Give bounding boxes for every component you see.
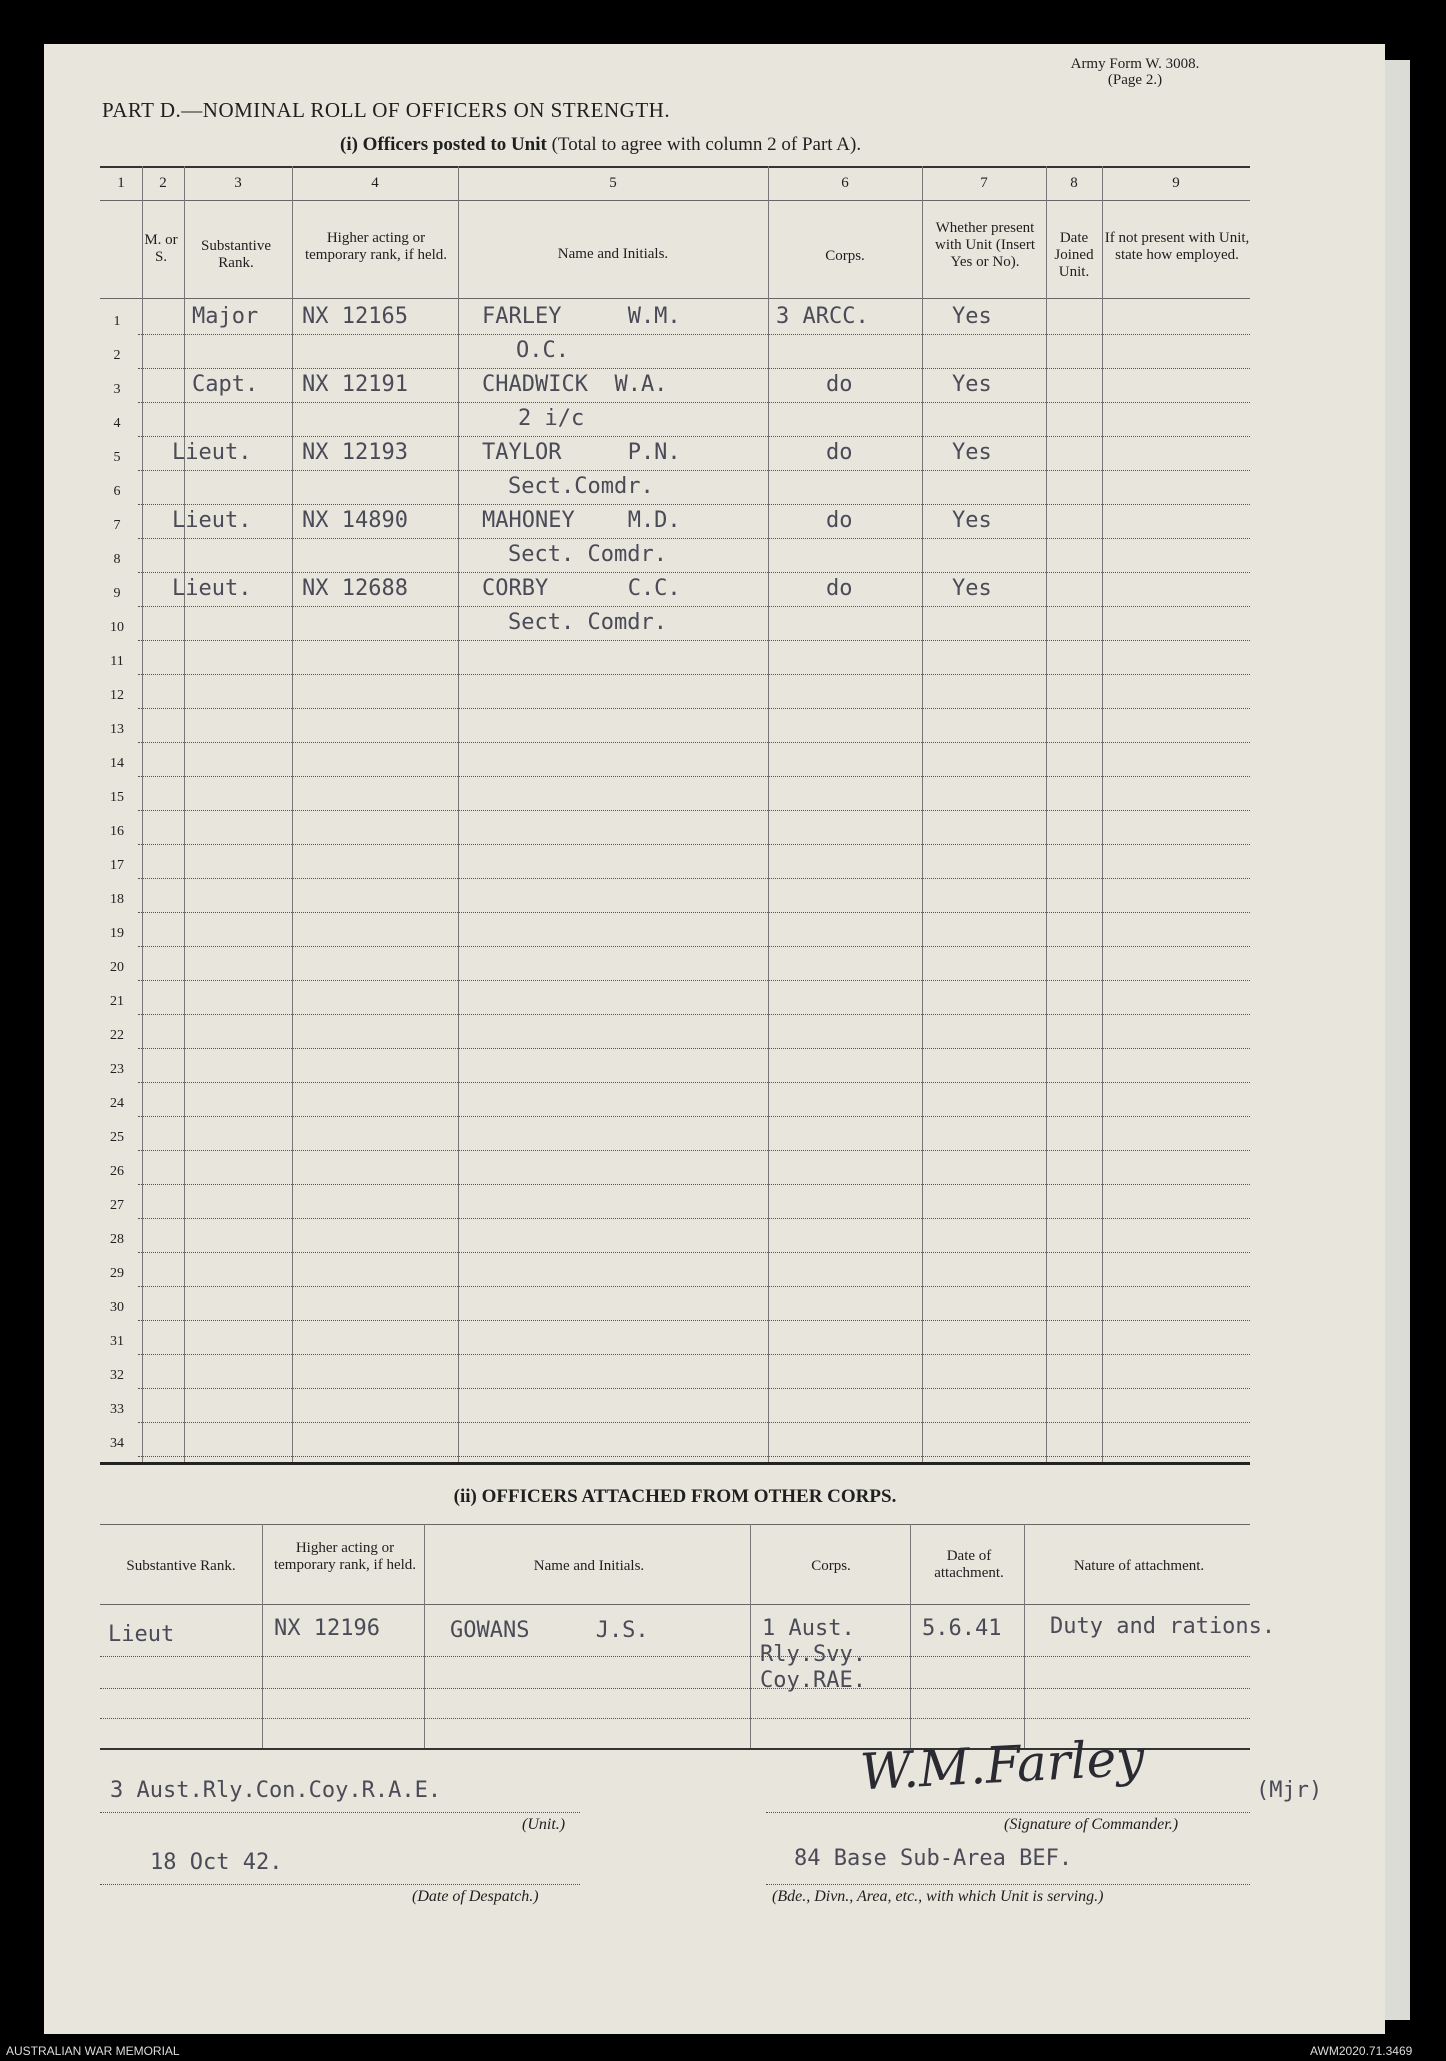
corps-cell: do [826,508,853,533]
signature-label: (Signature of Commander.) [1004,1816,1179,1833]
bottom-rule [100,1462,1250,1465]
t2-higher-rank: NX 12196 [274,1616,380,1641]
row-number: 14 [110,756,124,771]
column-divider [142,166,143,1462]
row-rule [138,334,1250,335]
row-number: 27 [110,1198,124,1213]
row-rule [138,776,1250,777]
top-rule [100,1524,1250,1525]
row-rule [100,1688,1250,1689]
row-rule [138,1422,1250,1423]
name-note-cell: 2 i/c [518,406,585,431]
column-divider [1046,166,1047,1462]
rank-cell: Major [192,304,259,329]
rank-cell: Lieut. [172,508,252,533]
row-rule [138,1048,1250,1049]
column-divider [910,1524,911,1748]
row-number: 29 [110,1266,124,1281]
header-ms: M. or S. [144,232,178,265]
present-cell: Yes [952,508,992,533]
row-rule [138,674,1250,675]
row-number: 8 [113,552,121,567]
header-substantive-rank: Substantive Rank. [201,238,271,271]
row-rule [138,946,1250,947]
rank-cell: Capt. [192,372,259,397]
row-number: 28 [110,1232,124,1247]
row-number: 23 [110,1062,124,1077]
row-rule [138,1252,1250,1253]
row-rule [138,504,1250,505]
unit-value: 3 Aust.Rly.Con.Coy.R.A.E. [110,1778,442,1803]
column-number: 9 [1172,175,1180,191]
row-rule [138,1354,1250,1355]
corps-cell: do [826,576,853,601]
t2-header-substantive: Substantive Rank. [126,1558,236,1574]
header-name: Name and Initials. [557,246,669,262]
higher-rank-cell: NX 14890 [302,508,408,533]
column-divider [184,166,185,1462]
row-number: 3 [113,382,121,397]
commander-rank: (Mjr) [1256,1778,1323,1803]
row-number: 10 [110,620,124,635]
row-number: 19 [110,926,124,941]
row-rule [138,606,1250,607]
name-cell: CHADWICK W.A. [482,372,668,397]
formation-value: 84 Base Sub-Area BEF. [794,1846,1073,1871]
row-rule [138,436,1250,437]
formation-label: (Bde., Divn., Area, etc., with which Unit is serving.) [772,1888,1104,1905]
row-rule [138,572,1250,573]
column-divider [922,166,923,1462]
t2-corps-line-1: 1 Aust. [762,1616,855,1641]
t2-corps-line-2: Rly.Svy. [760,1642,866,1667]
row-number: 2 [113,348,121,363]
unit-label: (Unit.) [522,1816,566,1833]
row-number: 16 [110,824,124,839]
column-divider [768,166,769,1462]
row-number: 6 [113,484,121,499]
row-number: 5 [113,450,121,465]
row-rule [138,1082,1250,1083]
row-rule [138,470,1250,471]
name-note-cell: Sect. Comdr. [508,542,667,567]
row-rule [138,708,1250,709]
name-note-cell: O.C. [516,338,569,363]
row-rule [138,742,1250,743]
row-rule [138,1150,1250,1151]
header-corps: Corps. [825,248,865,264]
col-number-rule [100,200,1250,201]
row-number: 18 [110,892,124,907]
rank-cell: Lieut. [172,440,252,465]
despatch-date-value: 18 Oct 42. [150,1850,283,1875]
row-rule [100,1718,1250,1719]
row-number: 13 [110,722,124,737]
present-cell: Yes [952,372,992,397]
column-number: 6 [841,175,849,191]
row-rule [138,1456,1250,1457]
column-number: 3 [234,175,242,191]
section-i-title [340,134,861,156]
row-rule [138,844,1250,845]
rank-cell: Lieut. [172,576,252,601]
row-rule [138,402,1250,403]
column-divider [458,166,459,1462]
column-divider [292,166,293,1462]
row-number: 1 [113,314,121,329]
row-number: 25 [110,1130,124,1145]
column-number: 8 [1070,175,1078,191]
name-cell: CORBY C.C. [482,576,681,601]
header-date-joined: Date Joined Unit. [1054,230,1094,280]
t2-header-higher: Higher acting or temporary rank, if held. [273,1540,417,1573]
row-number: 24 [110,1096,124,1111]
row-rule [138,878,1250,879]
column-divider [424,1524,425,1748]
header-higher-rank: Higher acting or temporary rank, if held. [304,230,448,263]
section-ii-title: (ii) OFFICERS ATTACHED FROM OTHER CORPS. [453,1486,897,1507]
part-title: PART D.—NOMINAL ROLL OF OFFICERS ON STRENGTH. [102,98,671,122]
present-cell: Yes [952,576,992,601]
section-i-rest: (Total to agree with column 2 of Part A). [551,134,862,155]
row-number: 32 [110,1368,124,1383]
t2-header-date: Date of attachment. [934,1548,1004,1581]
row-rule [138,1014,1250,1015]
row-number: 30 [110,1300,124,1315]
header-rule [100,298,1250,299]
row-rule [138,1218,1250,1219]
header-present: Whether present with Unit (Insert Yes or No). [935,220,1035,270]
higher-rank-cell: NX 12193 [302,440,408,465]
row-number: 12 [110,688,124,703]
higher-rank-cell: NX 12165 [302,304,408,329]
row-number: 20 [110,960,124,975]
t2-name: GOWANS J.S. [450,1618,649,1643]
column-divider [750,1524,751,1748]
commander-signature: W.M.Farley [858,1728,1146,1802]
row-rule [138,538,1250,539]
row-rule [138,1184,1250,1185]
top-rule [100,166,1250,168]
row-number: 11 [110,654,124,669]
page-label: (Page 2.) [1107,72,1163,88]
column-number: 2 [159,175,167,191]
row-number: 17 [110,858,124,873]
name-note-cell: Sect.Comdr. [508,474,654,499]
name-cell: TAYLOR P.N. [482,440,681,465]
row-number: 22 [110,1028,124,1043]
row-number: 34 [110,1436,124,1451]
row-rule [100,1656,1250,1657]
row-rule [138,1320,1250,1321]
form-page [44,44,1385,2034]
row-rule [138,810,1250,811]
column-divider [262,1524,263,1748]
column-number: 5 [609,175,617,191]
row-rule [138,980,1250,981]
column-number: 4 [371,175,379,191]
footer-right: AWM2020.71.3469 [1310,2044,1413,2058]
name-cell: FARLEY W.M. [482,304,681,329]
row-rule [138,640,1250,641]
row-number: 21 [110,994,124,1009]
column-number: 7 [980,175,988,191]
name-cell: MAHONEY M.D. [482,508,681,533]
row-number: 26 [110,1164,124,1179]
header-rule [100,1604,1250,1605]
t2-date: 5.6.41 [922,1616,1002,1641]
row-number: 31 [110,1334,124,1349]
t2-rank: Lieut [108,1622,175,1647]
row-rule [138,1388,1250,1389]
corps-cell: do [826,440,853,465]
row-number: 9 [113,586,121,601]
row-number: 7 [113,518,121,533]
t2-header-corps: Corps. [811,1558,851,1574]
row-rule [138,912,1250,913]
row-rule [138,368,1250,369]
row-number: 15 [110,790,124,805]
header-not-present: If not present with Unit, state how employed. [1104,230,1250,263]
higher-rank-cell: NX 12191 [302,372,408,397]
higher-rank-cell: NX 12688 [302,576,408,601]
present-cell: Yes [952,440,992,465]
row-rule [138,1286,1250,1287]
form-number: Army Form W. 3008. [1070,56,1200,72]
column-number: 1 [117,175,125,191]
despatch-date-label: (Date of Despatch.) [412,1888,539,1905]
column-divider [1102,166,1103,1462]
t2-header-nature: Nature of attachment. [1073,1558,1205,1574]
name-note-cell: Sect. Comdr. [508,610,667,635]
t2-nature: Duty and rations. [1050,1614,1276,1639]
corps-cell: do [826,372,853,397]
column-divider [1024,1524,1025,1748]
footer-left: AUSTRALIAN WAR MEMORIAL [6,2044,180,2058]
t2-header-name: Name and Initials. [533,1558,645,1574]
present-cell: Yes [952,304,992,329]
row-number: 33 [110,1402,124,1417]
t2-corps-line-3: Coy.RAE. [760,1668,866,1693]
row-number: 4 [113,416,121,431]
corps-cell: 3 ARCC. [776,304,869,329]
row-rule [138,1116,1250,1117]
section-i-bold: (i) Officers posted to Unit [340,134,547,155]
